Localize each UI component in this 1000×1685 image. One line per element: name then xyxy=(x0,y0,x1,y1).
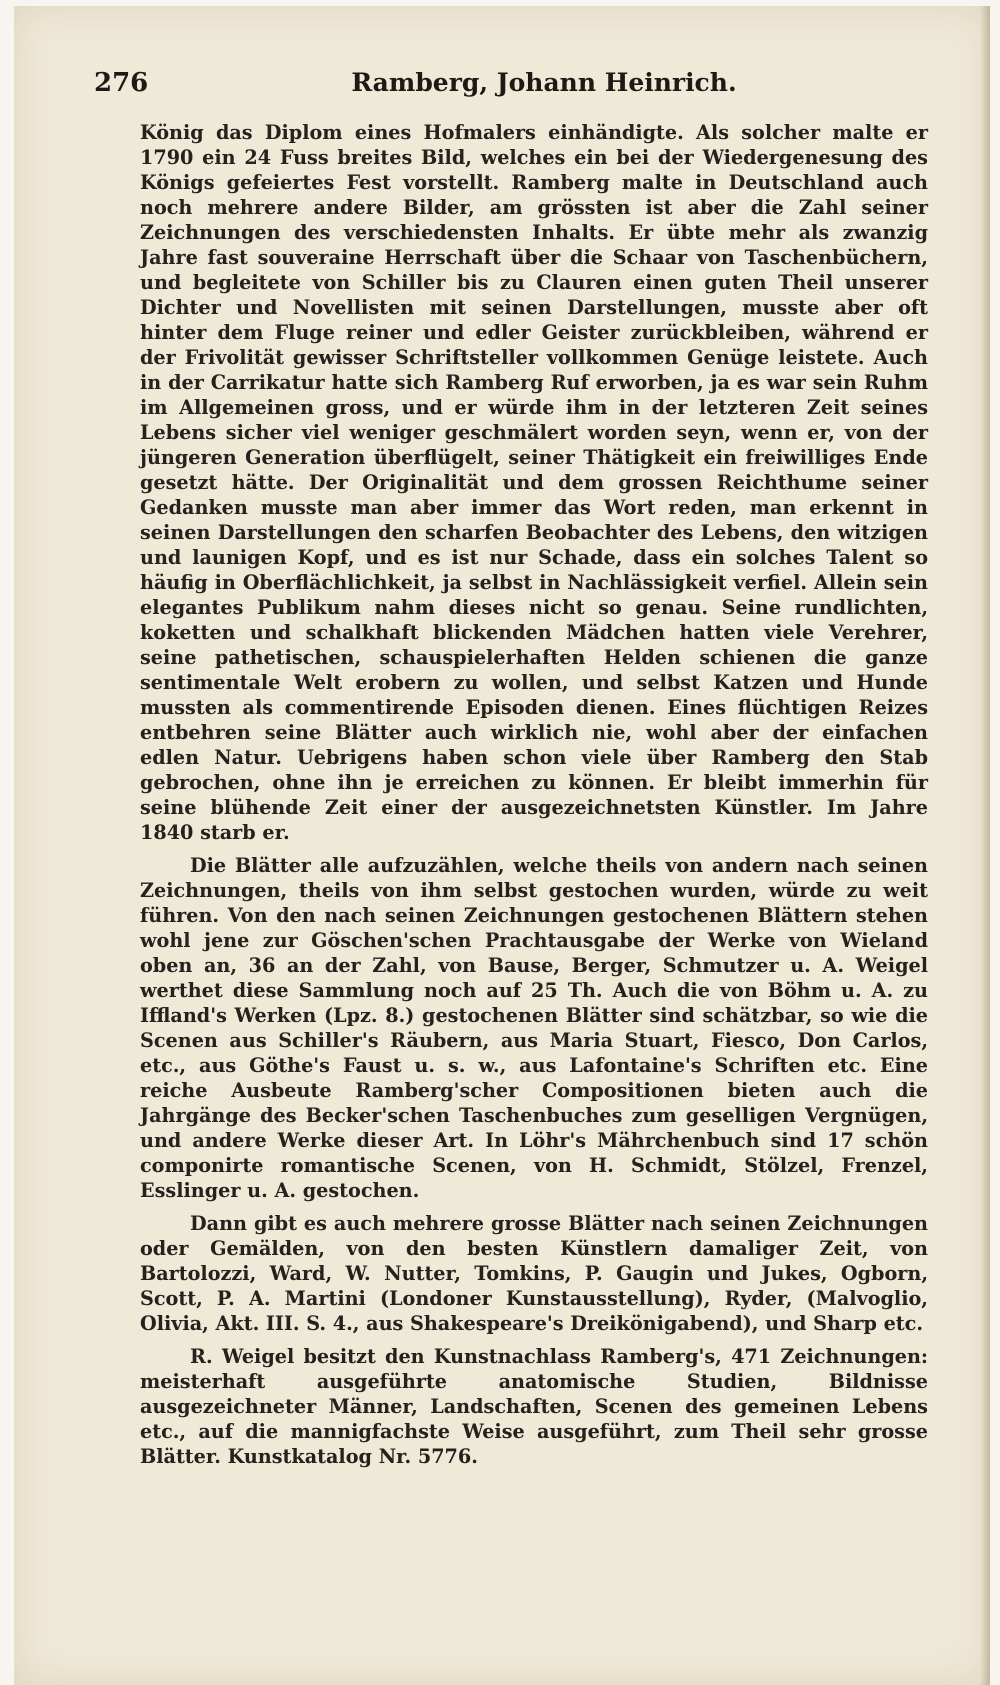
paragraph-large-prints: Dann gibt es auch mehrere grosse Blätter nach seinen Zeichnungen oder Gemälden, von den besten Künstlern damaliger Zeit, von Bartolozzi, Ward, W. Nutter, Tomkins, P. Gaugin und Jukes, Ogborn, Scott, P. A. Martini (Londoner Kunstausstellung), Ryder, (Malvoglio, Olivia, Akt. III. S. 4., aus Shakespeare's Dreikönigabend), und Sharp etc. xyxy=(140,1212,928,1335)
page-number: 276 xyxy=(94,68,149,98)
page-header xyxy=(94,68,894,108)
paragraph-engravings: Die Blätter alle aufzuzählen, welche theils von andern nach seinen Zeichnungen, theils von ihm selbst gestochen wurden, würde zu weit führen. Von den nach seinen Zeichnungen gestochenen Blättern stehen wohl jene zur Göschen'schen Prachtausgabe der Werke von Wieland oben an, 36 an der Zahl, von Bause, Berger, Schmutzer u. A. Weigel werthet diese Sammlung noch auf 25 Th. Auch die von Böhm u. A. zu Iffland's Werken (Lpz. 8.) gestochenen Blätter sind schätzbar, so wie die Scenen aus Schiller's Räubern, aus Maria Stuart, Fiesco, Don Carlos, etc., aus Göthe's Faust u. s. w., aus Lafontaine's Schriften etc. Eine reiche Ausbeute Ramberg'scher Compositionen bieten auch die Jahrgänge des Becker'schen Taschenbuches zum geselligen Vergnügen, und andere Werke dieser Art. In Löhr's Mährchenbuch sind 17 schön componirte romantische Scenen, von H. Schmidt, Stölzel, Frenzel, Esslinger u. A. gestochen. xyxy=(140,854,928,1202)
paragraph-continuation: König das Diplom eines Hofmalers einhändigte. Als solcher malte er 1790 ein 24 Fuss breites Bild, welches ein bei der Wiedergenesung des Königs gefeiertes Fest vorstellt. Ramberg malte in Deutschland auch noch mehrere andere Bilder, am grössten ist aber die Zahl seiner Zeichnungen des verschiedensten Inhalts. Er übte mehr als zwanzig Jahre fast souveraine Herrschaft über die Schaar von Taschenbüchern, und begleitete von Schiller bis zu Clauren einen guten Theil unserer Dichter und Novellisten mit seinen Darstellungen, musste aber oft hinter dem Fluge reiner und edler Geister zurückbleiben, während er der Frivolität gewisser Schriftsteller vollkommen Genüge leistete. Auch in der Carrikatur hatte sich Ramberg Ruf erworben, ja es war sein Ruhm im Allgemeinen gross, und er würde ihm in der letzteren Zeit seines Lebens sicher viel weniger geschmälert worden seyn, wenn er, von der jüngeren Generation überflügelt, seiner Thätigkeit ein freiwilliges Ende gesetzt hätte. Der Originalität und dem grossen Reichthume seiner Gedanken musste man aber immer das Wort reden, man erkennt in seinen Darstellungen den scharfen Beobachter des Lebens, den witzigen und launigen Kopf, und es ist nur Schade, dass ein solches Talent so häufig in Oberflächlichkeit, ja selbst in Nachlässigkeit verfiel. Allein sein elegantes Publikum nahm dieses nicht so genau. Seine rundlichten, koketten und schalkhaft blickenden Mädchen hatten viele Verehrer, seine pathetischen, schauspielerhaften Helden schienen die ganze sentimentale Welt erobern zu wollen, und selbst Katzen und Hunde mussten als commentirende Episoden dienen. Eines flüchtigen Reizes entbehren seine Blätter auch wirklich nie, wohl aber der einfachen edlen Natur. Uebrigens haben schon viele über Ramberg den Stab gebrochen, ohne ihn je erreichen zu können. Er bleibt immerhin für seine blühende Zeit einer der ausgezeichnetsten Künstler. Im Jahre 1840 starb er. xyxy=(140,121,928,844)
running-title: Ramberg, Johann Heinrich. xyxy=(351,68,737,97)
article-body xyxy=(140,120,928,1477)
paragraph-weigel-collection: R. Weigel besitzt den Kunstnachlass Ramberg's, 471 Zeichnungen: meisterhaft ausgeführte anatomische Studien, Bildnisse ausgezeichneter Männer, Landschaften, Scenen des gemeinen Lebens etc., auf die mannigfachste Weise ausgeführt, zum Theil sehr grosse Blätter. Kunstkatalog Nr. 5776. xyxy=(140,1345,928,1468)
